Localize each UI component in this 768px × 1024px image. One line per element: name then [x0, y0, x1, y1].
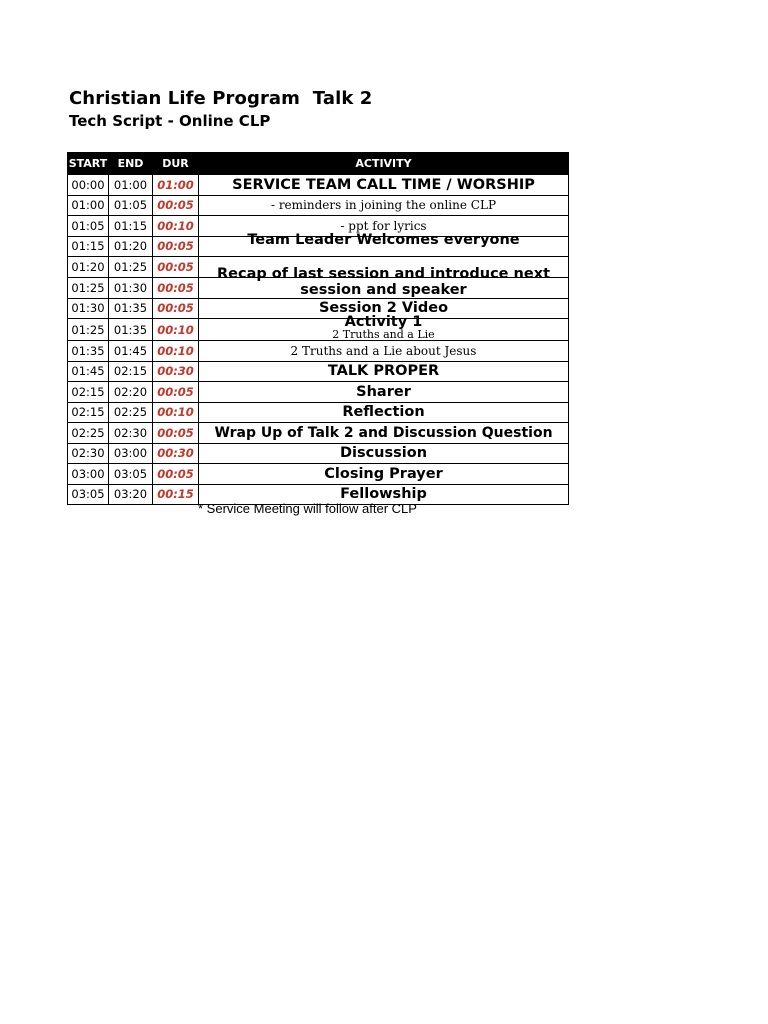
column-header-activity: ACTIVITY	[199, 153, 569, 175]
start-cell: 01:05	[68, 216, 109, 237]
duration-cell: 00:05	[153, 257, 199, 278]
end-cell: 01:30	[109, 277, 153, 298]
activity-text: Sharer	[356, 383, 411, 400]
start-cell: 01:35	[68, 341, 109, 362]
table-row	[68, 361, 569, 382]
activity-cell	[199, 341, 569, 362]
table-row	[68, 277, 569, 298]
end-cell: 03:05	[109, 464, 153, 485]
duration-cell: 00:05	[153, 298, 199, 319]
end-cell: 03:00	[109, 443, 153, 464]
activity-text: Team Leader Welcomes everyone	[247, 232, 520, 249]
duration-cell: 00:15	[153, 484, 199, 505]
activity-cell	[199, 175, 569, 196]
activity-text: Wrap Up of Talk 2 and Discussion Question	[214, 424, 553, 441]
table-row	[68, 341, 569, 362]
end-cell: 03:20	[109, 484, 153, 505]
duration-cell: 00:10	[153, 341, 199, 362]
duration-cell: 01:00	[153, 175, 199, 196]
activity-text: Reflection	[342, 404, 425, 421]
duration-cell: 00:30	[153, 361, 199, 382]
duration-cell: 00:05	[153, 195, 199, 216]
activity-cell	[199, 402, 569, 423]
end-cell: 02:20	[109, 382, 153, 403]
activity-text: Activity 1	[344, 314, 423, 330]
column-header-end: END	[109, 153, 153, 175]
end-cell: 02:30	[109, 423, 153, 444]
duration-cell: 00:10	[153, 319, 199, 341]
end-cell: 01:00	[109, 175, 153, 196]
activity-text: - ppt for lyrics	[340, 218, 427, 233]
activity-text: Recap of last session and introduce next session and speaker	[216, 265, 550, 298]
duration-cell: 00:05	[153, 423, 199, 444]
document-subtitle: Tech Script - Online CLP	[69, 112, 271, 130]
end-cell: 01:15	[109, 216, 153, 237]
activity-cell	[199, 423, 569, 444]
column-header-start: START	[68, 153, 109, 175]
activity-cell	[199, 314, 569, 341]
activity-cell	[199, 464, 569, 485]
activity-cell	[199, 361, 569, 382]
duration-cell: 00:05	[153, 236, 199, 257]
schedule-table	[67, 152, 569, 505]
end-cell: 01:35	[109, 319, 153, 341]
table-row	[68, 423, 569, 444]
activity-text: TALK PROPER	[327, 363, 440, 380]
column-header-dur: DUR	[153, 153, 199, 175]
end-cell: 02:15	[109, 361, 153, 382]
activity-text: Closing Prayer	[324, 465, 443, 482]
start-cell: 01:30	[68, 298, 109, 319]
activity-text: SERVICE TEAM CALL TIME / WORSHIP	[232, 176, 535, 193]
footnote: * Service Meeting will follow after CLP	[198, 501, 417, 516]
activity-subtext: 2 Truths and a Lie	[332, 328, 435, 341]
table-header-row	[68, 153, 569, 175]
start-cell: 02:30	[68, 443, 109, 464]
activity-text: Fellowship	[340, 486, 427, 503]
end-cell: 02:25	[109, 402, 153, 423]
duration-cell: 00:05	[153, 277, 199, 298]
activity-text: Discussion	[339, 445, 428, 462]
activity-cell	[199, 232, 569, 257]
table-row	[68, 195, 569, 216]
table-row	[68, 382, 569, 403]
table-row	[68, 443, 569, 464]
end-cell: 01:45	[109, 341, 153, 362]
end-cell: 01:20	[109, 236, 153, 257]
activity-text: 2 Truths and a Lie about Jesus	[290, 343, 477, 358]
table-row	[68, 319, 569, 341]
document-title: Christian Life Program Talk 2	[69, 88, 373, 109]
duration-cell: 00:10	[153, 216, 199, 237]
start-cell: 01:25	[68, 277, 109, 298]
start-cell: 01:45	[68, 361, 109, 382]
end-cell: 01:35	[109, 298, 153, 319]
activity-cell	[199, 195, 569, 216]
start-cell: 02:25	[68, 423, 109, 444]
duration-cell: 00:30	[153, 443, 199, 464]
start-cell: 03:05	[68, 484, 109, 505]
activity-text: - reminders in joining the online CLP	[270, 198, 497, 213]
start-cell: 02:15	[68, 382, 109, 403]
start-cell: 00:00	[68, 175, 109, 196]
duration-cell: 00:10	[153, 402, 199, 423]
start-cell: 01:25	[68, 319, 109, 341]
start-cell: 02:15	[68, 402, 109, 423]
activity-text: Session 2 Video	[318, 300, 449, 317]
table-row	[68, 402, 569, 423]
start-cell: 03:00	[68, 464, 109, 485]
table-row	[68, 236, 569, 257]
end-cell: 01:25	[109, 257, 153, 278]
activity-cell	[199, 265, 569, 298]
start-cell: 01:20	[68, 257, 109, 278]
duration-cell: 00:05	[153, 382, 199, 403]
table-row	[68, 464, 569, 485]
table-row	[68, 175, 569, 196]
activity-cell	[199, 382, 569, 403]
start-cell: 01:00	[68, 195, 109, 216]
duration-cell: 00:05	[153, 464, 199, 485]
start-cell: 01:15	[68, 236, 109, 257]
activity-cell	[199, 443, 569, 464]
end-cell: 01:05	[109, 195, 153, 216]
